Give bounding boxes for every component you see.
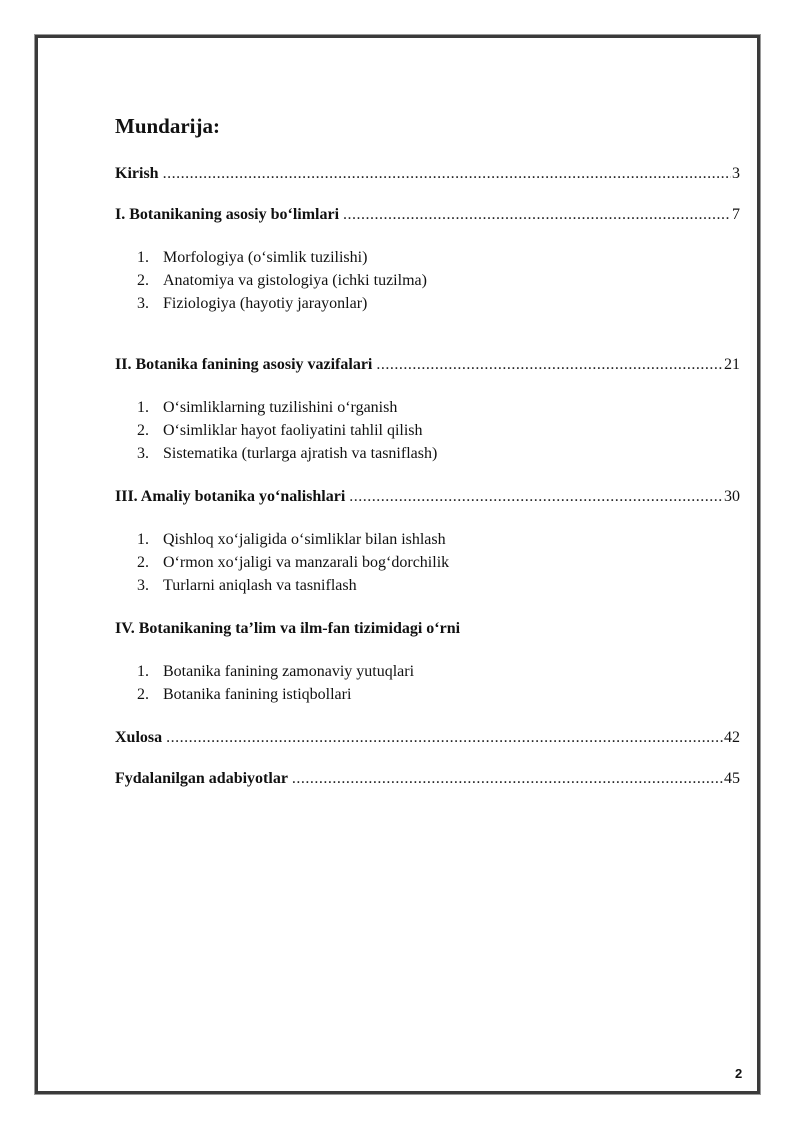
list-item-number: 1. <box>137 663 149 680</box>
list-item <box>115 292 740 315</box>
list-item-text: Botanika fanining istiqbollari <box>163 686 352 703</box>
list-item-number: 2. <box>137 686 149 703</box>
dot-leader <box>343 205 731 225</box>
toc-title: Mundarija: <box>115 114 220 138</box>
dot-leader <box>163 164 731 184</box>
dot-leader <box>349 487 723 507</box>
table-of-contents <box>115 112 740 810</box>
list-item-text: Anatomiya va gistologiya (ichki tuzilma) <box>163 272 427 289</box>
toc-entry-section-2 <box>115 355 740 375</box>
section-3-sublist <box>115 528 740 597</box>
list-item <box>115 269 740 292</box>
section-4-sublist <box>115 660 740 706</box>
toc-entry-kirish <box>115 164 740 184</box>
toc-entry-label: III. Amaliy botanika yo‘nalishlari <box>115 488 346 505</box>
list-item-text: Fiziologiya (hayotiy jarayonlar) <box>163 295 368 312</box>
list-item-number: 1. <box>137 399 149 416</box>
dot-leader <box>166 728 723 748</box>
toc-entry-page: 42 <box>724 729 740 746</box>
list-item-number: 2. <box>137 554 149 571</box>
toc-entry-label: IV. Botanikaning ta’lim va ilm-fan tizimidagi o‘rni <box>115 620 461 637</box>
list-item <box>115 574 740 597</box>
list-item <box>115 528 740 551</box>
toc-entry-section-4 <box>115 619 740 639</box>
list-item-text: Sistematika (turlarga ajratish va tasniflash) <box>163 445 438 462</box>
list-item <box>115 419 740 442</box>
section-1-sublist <box>115 246 740 315</box>
list-item-text: Qishloq xo‘jaligida o‘simliklar bilan ishlash <box>163 531 446 548</box>
list-item <box>115 246 740 269</box>
list-item-text: Morfologiya (o‘simlik tuzilishi) <box>163 249 368 266</box>
list-item-text: O‘simliklarning tuzilishini o‘rganish <box>163 399 398 416</box>
list-item-number: 3. <box>137 295 149 312</box>
toc-entry-label: Fydalanilgan adabiyotlar <box>115 770 288 787</box>
toc-entry-label: II. Botanika fanining asosiy vazifalari <box>115 356 373 373</box>
toc-entry-page: 21 <box>724 356 740 373</box>
list-item-text: Botanika fanining zamonaviy yutuqlari <box>163 663 415 680</box>
toc-entry-adabiyotlar <box>115 769 740 789</box>
toc-entry-label: Kirish <box>115 165 159 182</box>
list-item-number: 2. <box>137 272 149 289</box>
list-item-number: 1. <box>137 531 149 548</box>
toc-entry-xulosa <box>115 728 740 748</box>
toc-entry-label: Xulosa <box>115 729 163 746</box>
toc-entry-page: 45 <box>724 770 740 787</box>
list-item <box>115 396 740 419</box>
dot-leader <box>292 769 723 789</box>
list-item <box>115 442 740 465</box>
toc-entry-page: 30 <box>724 488 740 505</box>
toc-entry-section-3 <box>115 487 740 507</box>
list-item-number: 3. <box>137 577 149 594</box>
toc-entry-section-1 <box>115 205 740 225</box>
toc-entry-label: I. Botanikaning asosiy bo‘limlari <box>115 206 340 223</box>
dot-leader <box>376 355 723 375</box>
list-item-text: O‘simliklar hayot faoliyatini tahlil qilish <box>163 422 423 439</box>
list-item-text: O‘rmon xo‘jaligi va manzarali bog‘dorchilik <box>163 554 450 571</box>
section-2-sublist <box>115 396 740 465</box>
list-item-number: 3. <box>137 445 149 462</box>
list-item-number: 2. <box>137 422 149 439</box>
list-item <box>115 660 740 683</box>
page-number: 2 <box>735 1066 743 1081</box>
list-item <box>115 683 740 706</box>
toc-entry-page: 3 <box>732 165 740 182</box>
list-item-number: 1. <box>137 249 149 266</box>
list-item <box>115 551 740 574</box>
list-item-text: Turlarni aniqlash va tasniflash <box>163 577 357 594</box>
toc-entry-page: 7 <box>732 206 740 223</box>
